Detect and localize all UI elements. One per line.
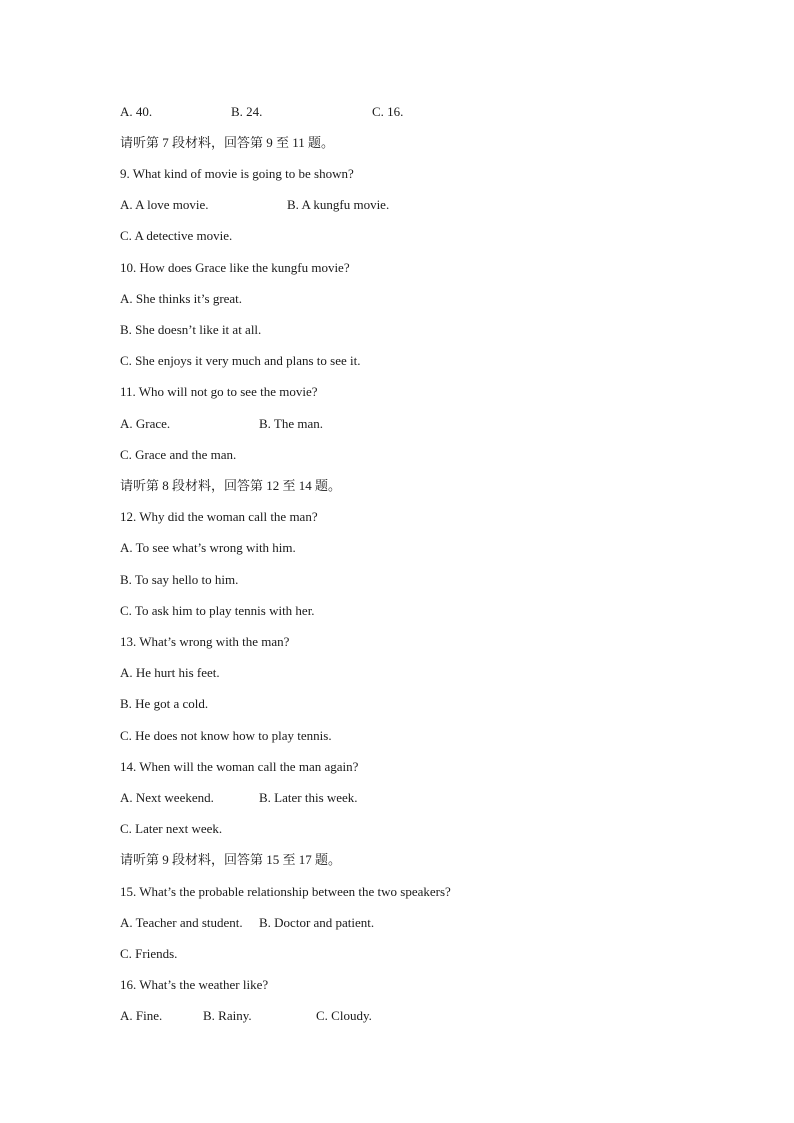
section-9-instruction: 请听第 9 段材料，回答第 15 至 17 题。: [120, 852, 342, 867]
q10-option-c: C. She enjoys it very much and plans to see it.: [120, 353, 361, 368]
q12-question: 12. Why did the woman call the man?: [120, 509, 318, 524]
q13-question: 13. What’s wrong with the man?: [120, 634, 290, 649]
q15-option-b: B. Doctor and patient.: [259, 915, 375, 930]
q13-option-b: B. He got a cold.: [120, 696, 209, 711]
q14-option-b: B. Later this week.: [259, 790, 358, 805]
q15-option-a: A. Teacher and student.: [120, 915, 243, 930]
q16-question: 16. What’s the weather like?: [120, 977, 269, 992]
q14-question: 14. When will the woman call the man again?: [120, 759, 359, 774]
q16-option-a: A. Fine.: [120, 1008, 163, 1023]
q10-question: 10. How does Grace like the kungfu movie?: [120, 260, 350, 275]
q12-option-b: B. To say hello to him.: [120, 572, 239, 587]
section-7-instruction: 请听第 7 段材料，回答第 9 至 11 题。: [120, 135, 335, 150]
q16-option-c: C. Cloudy.: [316, 1008, 372, 1023]
q12-option-c: C. To ask him to play tennis with her.: [120, 603, 315, 618]
q14-option-c: C. Later next week.: [120, 821, 223, 836]
q8-option-b: B. 24.: [231, 104, 263, 119]
q13-option-c: C. He does not know how to play tennis.: [120, 728, 332, 743]
q15-option-c: C. Friends.: [120, 946, 178, 961]
q10-option-a: A. She thinks it’s great.: [120, 291, 243, 306]
q9-question: 9. What kind of movie is going to be shown?: [120, 166, 354, 181]
q13-option-a: A. He hurt his feet.: [120, 665, 220, 680]
section-8-instruction: 请听第 8 段材料，回答第 12 至 14 题。: [120, 478, 342, 493]
q16-option-b: B. Rainy.: [203, 1008, 252, 1023]
q11-option-a: A. Grace.: [120, 416, 171, 431]
q12-option-a: A. To see what’s wrong with him.: [120, 540, 296, 555]
q9-option-c: C. A detective movie.: [120, 228, 233, 243]
q11-question: 11. Who will not go to see the movie?: [120, 384, 318, 399]
q9-option-a: A. A love movie.: [120, 197, 209, 212]
q10-option-b: B. She doesn’t like it at all.: [120, 322, 262, 337]
q11-option-b: B. The man.: [259, 416, 324, 431]
q9-option-b: B. A kungfu movie.: [287, 197, 390, 212]
q8-option-c: C. 16.: [372, 104, 404, 119]
q8-option-a: A. 40.: [120, 104, 153, 119]
q11-option-c: C. Grace and the man.: [120, 447, 237, 462]
q15-question: 15. What’s the probable relationship between the two speakers?: [120, 884, 451, 899]
q14-option-a: A. Next weekend.: [120, 790, 214, 805]
